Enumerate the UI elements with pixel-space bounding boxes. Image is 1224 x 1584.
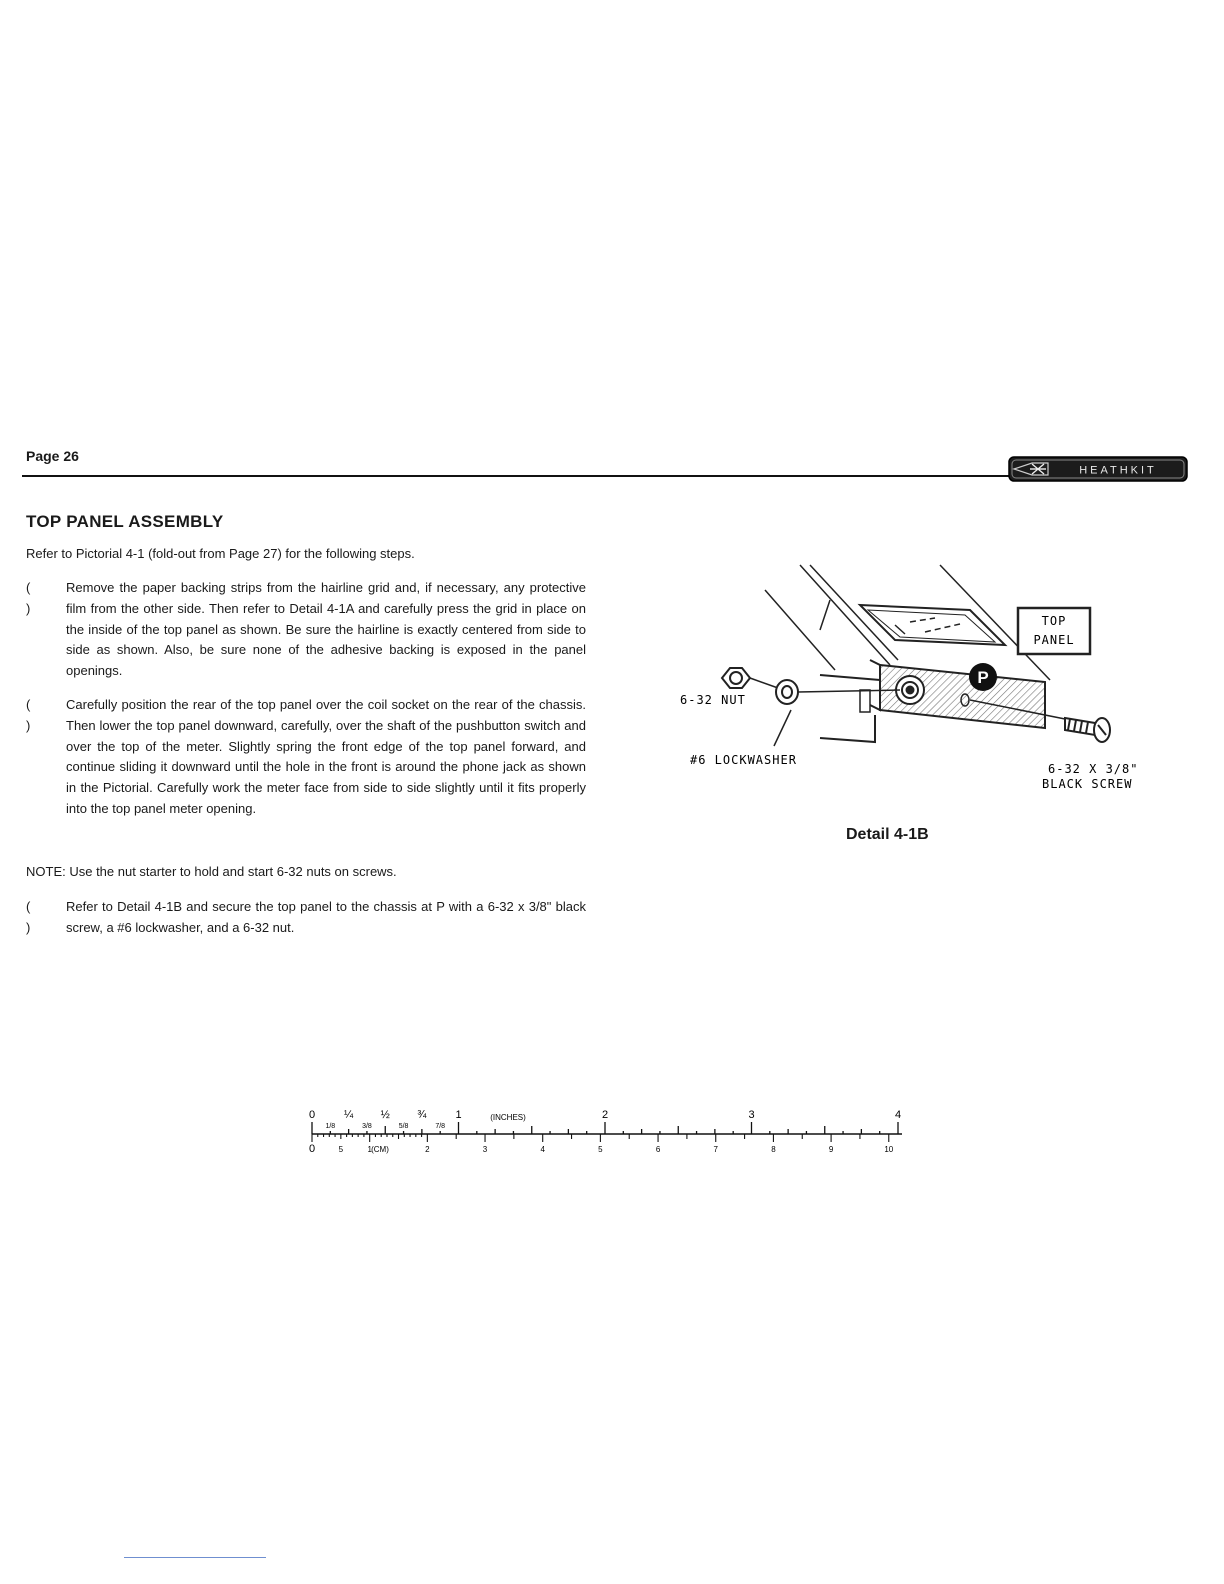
cm-mark-label: 5: [338, 1145, 344, 1154]
top-panel-label: PANEL: [1033, 633, 1075, 647]
cm-mark-label: 0: [308, 1143, 316, 1155]
cm-mark-label: 5: [598, 1145, 603, 1154]
fraction-mark-label: 7/8: [435, 1123, 446, 1130]
step-text: Remove the paper backing strips from the hairline grid and, if necessary, any protective film from the other side. Then refer to Detail 4-1A and carefully press the grid in place on the inside of the top panel as shown. Be sure the hairline is exactly centered from side to side as shown. Also, be sure none of the adhesive backing is exposed in the panel openings.: [66, 580, 586, 679]
detail-illustration: [670, 560, 1150, 810]
cm-mark-label: 1: [367, 1145, 372, 1154]
footer-link-underline: [124, 1557, 266, 1558]
inch-mark-label: ½: [380, 1109, 390, 1121]
inch-mark-label: 2: [601, 1109, 609, 1121]
step-text: Carefully position the rear of the top panel over the coil socket on the rear of the chassis. Then lower the top panel downward, carefully, over the shaft of the pushbutton switch and over the top of the meter. Slightly spring the front edge of the top panel forward, and continue sliding it downward until the hole in the front is around the phone jack as shown in the Pictorial. Carefully work the meter face from side to side slightly until it fits properly into the top panel meter opening.: [66, 697, 586, 816]
inch-mark-label: 0: [308, 1109, 316, 1121]
step-checkbox[interactable]: ( ): [26, 697, 37, 733]
step-2: [26, 695, 586, 820]
note-text: NOTE: Use the nut starter to hold and start 6-32 nuts on screws.: [26, 864, 397, 879]
step-checkbox[interactable]: ( ): [26, 899, 37, 935]
screw-icon: [1065, 718, 1110, 742]
intro-text: Refer to Pictorial 4-1 (fold-out from Page 27) for the following steps.: [26, 546, 415, 561]
cm-mark-label: 2: [425, 1145, 430, 1154]
step-text: Refer to Detail 4-1B and secure the top panel to the chassis at P with a 6-32 x 3/8" black screw, a #6 lockwasher, and a 6-32 nut.: [66, 899, 586, 935]
inch-mark-label: ¼: [344, 1109, 354, 1121]
inch-mark-label: ¾: [417, 1109, 427, 1121]
point-p-label: P: [977, 668, 989, 687]
fraction-mark-label: 5/8: [398, 1123, 409, 1130]
lockwasher-icon: [776, 680, 798, 704]
lockwasher-label: #6 LOCKWASHER: [690, 753, 797, 767]
cm-mark-label: 3: [482, 1145, 488, 1154]
header-rule: [22, 475, 1022, 477]
cm-mark-label: 6: [655, 1145, 661, 1154]
cm-mark-label: 7: [713, 1145, 718, 1154]
nut-label: 6-32 NUT: [680, 693, 746, 707]
measurement-ruler: [300, 1106, 920, 1156]
detail-caption: Detail 4-1B: [846, 826, 929, 843]
step-checkbox[interactable]: ( ): [26, 580, 37, 616]
fraction-mark-label: 1/8: [325, 1123, 336, 1130]
page-number: Page 26: [26, 448, 79, 464]
nut-icon: [722, 668, 750, 688]
inch-unit-label: (INCHES): [490, 1113, 526, 1122]
cm-unit-label: (CM): [371, 1145, 389, 1154]
cm-mark-label: 8: [771, 1145, 776, 1154]
step-3: [26, 897, 586, 939]
cm-mark-label: 10: [884, 1145, 894, 1154]
step-1: [26, 578, 586, 682]
top-panel-outline: [765, 565, 1050, 742]
fraction-mark-label: 3/8: [362, 1123, 372, 1130]
top-panel-label: TOP: [1041, 614, 1067, 628]
section-title: TOP PANEL ASSEMBLY: [26, 512, 224, 531]
heathkit-logo: [1008, 456, 1188, 482]
cm-mark-label: 9: [828, 1145, 834, 1154]
inch-mark-label: 4: [894, 1109, 902, 1121]
inch-mark-label: 3: [748, 1109, 755, 1121]
cm-mark-label: 4: [540, 1145, 545, 1154]
brand-name: HEATHKIT: [1079, 464, 1157, 477]
screw-label: BLACK SCREW: [1042, 777, 1133, 791]
screw-label: 6-32 X 3/8": [1048, 762, 1139, 776]
phone-jack: [896, 676, 924, 704]
inch-mark-label: 1: [455, 1109, 462, 1121]
